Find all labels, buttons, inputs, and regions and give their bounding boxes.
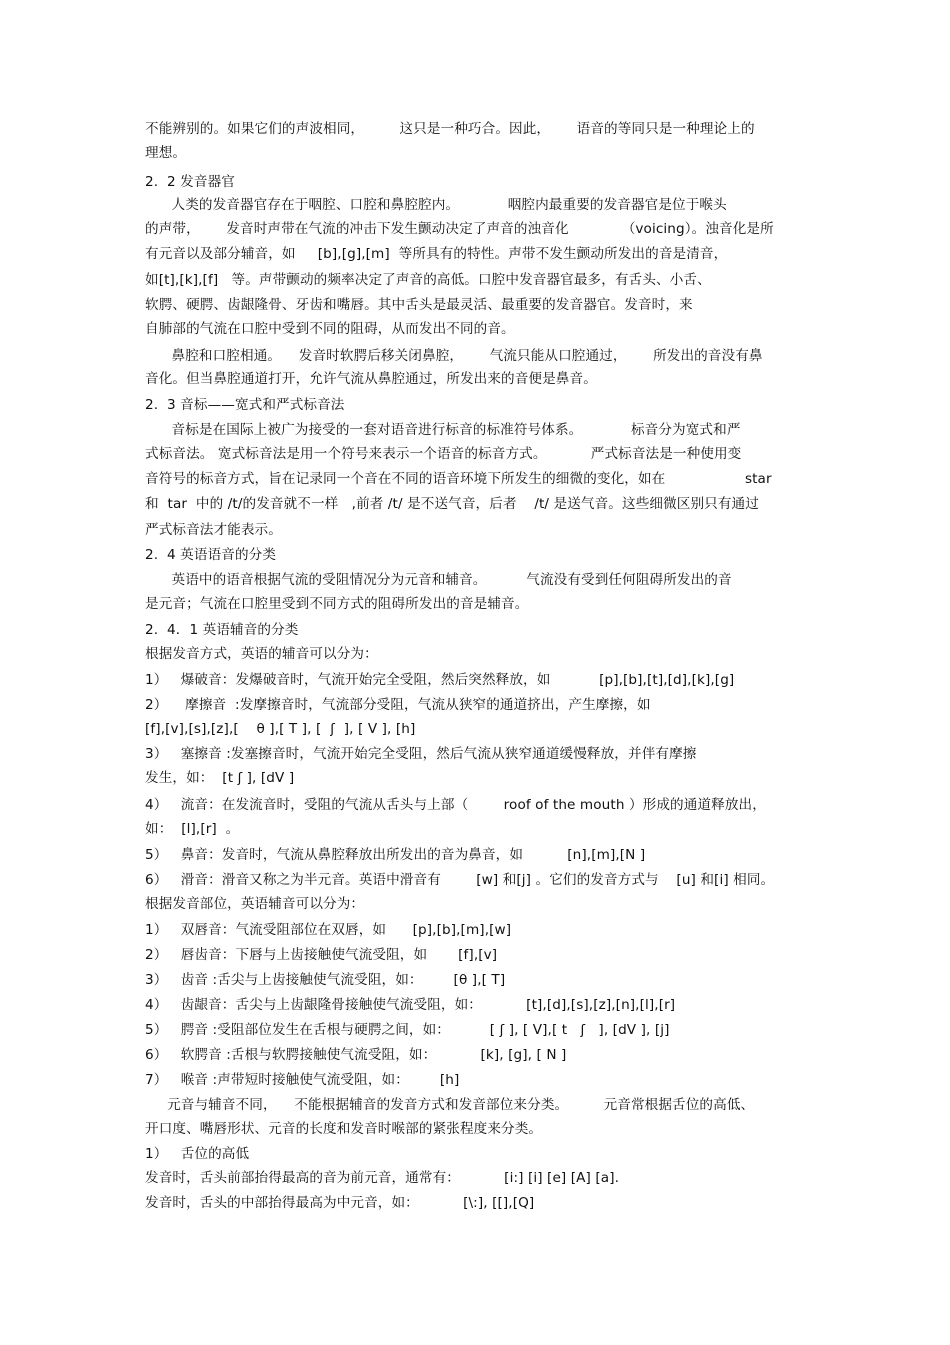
text-line: 英语中的语音根据气流的受阻情况分为元音和辅音。 气流没有受到任何阻碍所发出的音 bbox=[145, 572, 732, 588]
text-line: 有元音以及部分辅音，如 [b],[g],[m] 等所具有的特性。声带不发生颤动所发出的音是清音， bbox=[145, 246, 728, 262]
list-item: 6） 滑音：滑音又称之为半元音。英语中滑音有 [w] 和[j] 。它们的发音方式与 [u] 和[i] 相同。 bbox=[145, 872, 775, 888]
text-line: 严式标音法才能表示。 bbox=[145, 522, 282, 538]
list-item: 1） 双唇音：气流受阻部位在双唇，如 [p],[b],[m],[w] bbox=[145, 922, 512, 938]
section-heading: 2. 2 发音器官 bbox=[145, 174, 235, 190]
text-line: 自肺部的气流在口腔中受到不同的阻碍，从而发出不同的音。 bbox=[145, 321, 515, 337]
text-line: 人类的发音器官存在于咽腔、口腔和鼻腔腔内。 咽腔内最重要的发音器官是位于喉头 bbox=[145, 197, 727, 213]
list-item: 5） 腭音 :受阻部位发生在舌根与硬腭之间，如： [ ʃ ], [ V],[ t ʃ ], [dV ], [j] bbox=[145, 1022, 670, 1038]
text-line: 元音与辅音不同， 不能根据辅音的发音方式和发音部位来分类。 元音常根据舌位的高低、 bbox=[145, 1097, 755, 1113]
text-line: 和 tar 中的 /t/的发音就不一样 ,前者 /t/ 是不送气音，后者 /t/ 是送气音。这些细微区别只有通过 bbox=[145, 496, 759, 512]
text-line: [f],[v],[s],[z],[ θ ],[ T ], [ ʃ ], [ V ], [h] bbox=[145, 721, 416, 737]
list-item: 7） 喉音 :声带短时接触使气流受阻，如： [h] bbox=[145, 1072, 460, 1088]
text-line: 发生，如： [t ʃ ], [dV ] bbox=[145, 770, 295, 786]
text-line: 根据发音部位，英语辅音可以分为： bbox=[145, 896, 365, 912]
text-line: 不能辨别的。如果它们的声波相同， 这只是一种巧合。因此， 语音的等同只是一种理论上的 bbox=[145, 121, 755, 137]
list-item: 4） 齿龈音：舌尖与上齿龈隆骨接触使气流受阻，如： [t],[d],[s],[z],[n],[l],[r] bbox=[145, 997, 676, 1013]
text-line: 如： [l],[r] 。 bbox=[145, 821, 240, 837]
list-item: 4） 流音：在发流音时，受阻的气流从舌头与上部（ roof of the mouth ）形成的通道释放出， bbox=[145, 797, 766, 813]
text-line: 音标是在国际上被广为接受的一套对语音进行标音的标准符号体系。 标音分为宽式和严 bbox=[145, 422, 741, 438]
text-line: 的声带， 发音时声带在气流的冲击下发生颤动决定了声音的浊音化 （voicing）。浊音化是所 bbox=[145, 221, 774, 237]
list-item: 3） 齿音 :舌尖与上齿接触使气流受阻，如： [θ ],[ T] bbox=[145, 972, 506, 988]
text-line: 软腭、硬腭、齿龈隆骨、牙齿和嘴唇。其中舌头是最灵活、最重要的发音器官。发音时，来 bbox=[145, 297, 693, 313]
text-line: 音符号的标音方式，旨在记录同一个音在不同的语音环境下所发生的细微的变化，如在 star bbox=[145, 471, 772, 487]
list-item: 2） 摩擦音 :发摩擦音时，气流部分受阻，气流从狭窄的通道挤出，产生摩擦，如 bbox=[145, 697, 651, 713]
section-heading: 2. 4．1 英语辅音的分类 bbox=[145, 622, 299, 638]
text-line: 理想。 bbox=[145, 145, 187, 161]
list-item: 3） 塞擦音 :发塞擦音时，气流开始完全受阻，然后气流从狭窄通道缓慢释放，并伴有摩擦 bbox=[145, 746, 697, 762]
list-item: 1） 舌位的高低 bbox=[145, 1146, 250, 1162]
list-item: 2） 唇齿音：下唇与上齿接触使气流受阻，如 [f],[v] bbox=[145, 947, 498, 963]
text-line: 根据发音方式，英语的辅音可以分为： bbox=[145, 646, 378, 662]
section-heading: 2. 4 英语语音的分类 bbox=[145, 547, 277, 563]
list-item: 6） 软腭音 :舌根与软腭接触使气流受阻，如： [k], [g], [ N ] bbox=[145, 1047, 567, 1063]
text-line: 式标音法。 宽式标音法是用一个符号来表示一个语音的标音方式。 严式标音法是一种使用变 bbox=[145, 446, 742, 462]
text-line: 发音时，舌头前部抬得最高的音为前元音，通常有： [i:] [i] [e] [A] [a]. bbox=[145, 1170, 620, 1186]
text-line: 鼻腔和口腔相通。 发音时软腭后移关闭鼻腔， 气流只能从口腔通过， 所发出的音没有鼻 bbox=[145, 348, 763, 364]
list-item: 5） 鼻音：发音时，气流从鼻腔释放出所发出的音为鼻音，如 [n],[m],[N ] bbox=[145, 847, 646, 863]
text-line: 发音时，舌头的中部抬得最高为中元音，如： [\:], [[],[Q] bbox=[145, 1195, 535, 1211]
section-heading: 2. 3 音标——宽式和严式标音法 bbox=[145, 397, 345, 413]
text-line: 是元音；气流在口腔里受到不同方式的阻碍所发出的音是辅音。 bbox=[145, 596, 529, 612]
text-line: 开口度、嘴唇形状、元音的长度和发音时喉部的紧张程度来分类。 bbox=[145, 1121, 543, 1137]
list-item: 1） 爆破音：发爆破音时，气流开始完全受阻，然后突然释放，如 [p],[b],[t],[d],[k],[g] bbox=[145, 672, 735, 688]
text-line: 音化。但当鼻腔通道打开，允许气流从鼻腔通过，所发出来的音便是鼻音。 bbox=[145, 371, 597, 387]
text-line: 如[t],[k],[f] 等。声带颤动的频率决定了声音的高低。口腔中发音器官最多，有舌头、小舌、 bbox=[145, 272, 711, 288]
